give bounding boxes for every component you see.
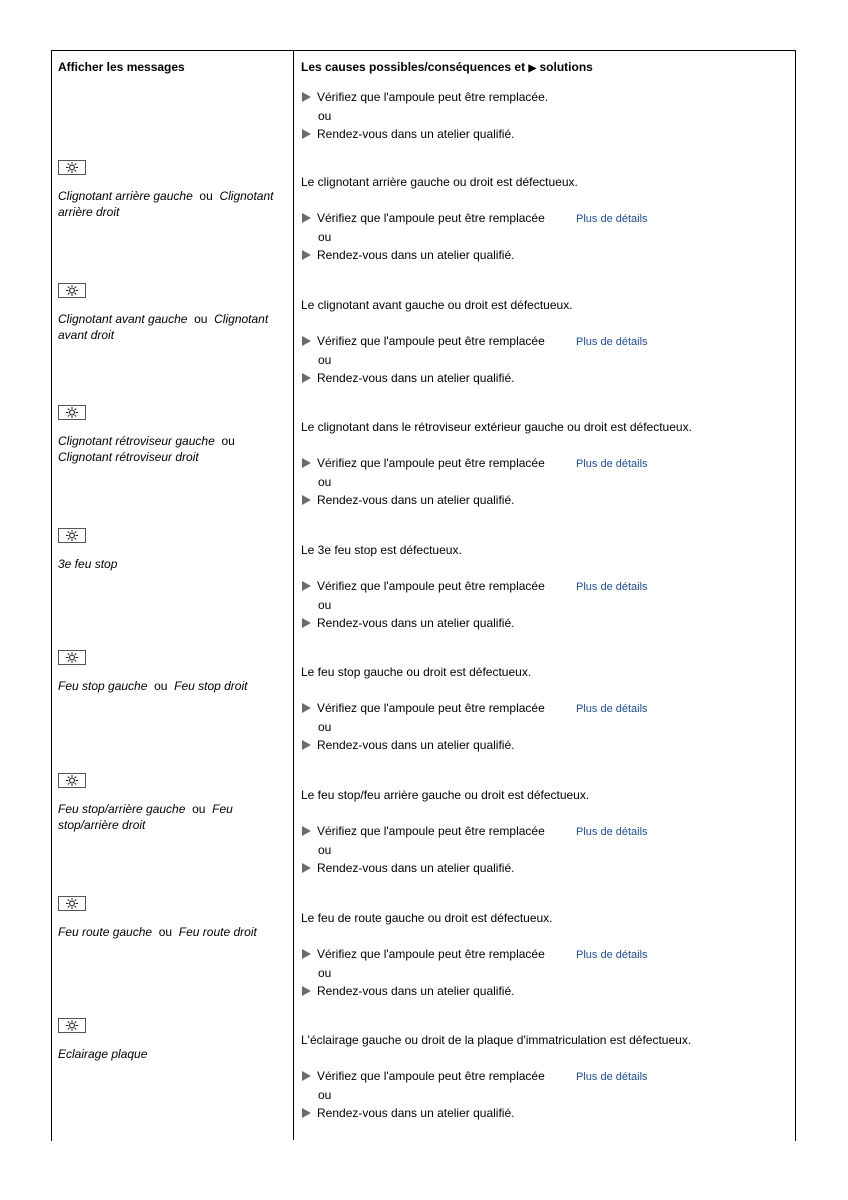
message-name-b: Feu stop droit	[174, 679, 248, 693]
solution-step-1	[302, 947, 545, 961]
step-arrow-icon	[302, 1108, 311, 1118]
step-arrow-icon	[302, 250, 311, 260]
step-arrow-icon	[302, 740, 311, 750]
step-arrow-icon	[302, 1071, 311, 1081]
message-name-separator: ou	[192, 802, 206, 816]
solution-step-1	[302, 824, 545, 838]
cause-text: Le feu stop/feu arrière gauche ou droit est défectueux.	[301, 788, 590, 802]
message-name-separator: ou	[199, 189, 213, 203]
step-arrow-icon	[302, 336, 311, 346]
solution-step-1	[302, 579, 545, 593]
message-name	[58, 924, 290, 940]
solution-step-2-text: Rendez-vous dans un atelier qualifié.	[317, 861, 515, 875]
solution-step-1-text: Vérifiez que l'ampoule peut être remplacée	[317, 579, 545, 593]
more-details-link[interactable]: Plus de détails	[576, 581, 648, 593]
cause-text: Le clignotant dans le rétroviseur extérieur gauche ou droit est défectueux.	[301, 420, 692, 434]
message-name-a: 3e feu stop	[58, 557, 118, 571]
solution-step-1-text: Vérifiez que l'ampoule peut être remplacée	[317, 456, 545, 470]
intro-or: ou	[318, 109, 332, 123]
message-name-b: Feu stop/arrière droit	[58, 802, 233, 832]
light-bulb-fault-icon	[58, 283, 86, 298]
cause-text: Le clignotant arrière gauche ou droit est défectueux.	[301, 175, 578, 189]
solution-or: ou	[318, 353, 332, 367]
light-bulb-fault-icon	[58, 160, 86, 175]
light-bulb-fault-icon	[58, 405, 86, 420]
column-header-causes	[301, 60, 593, 74]
message-name	[58, 188, 290, 220]
solution-step-1	[302, 1069, 545, 1083]
light-bulb-fault-icon	[58, 896, 86, 911]
solution-step-2-text: Rendez-vous dans un atelier qualifié.	[317, 616, 515, 630]
solution-step-2-text: Rendez-vous dans un atelier qualifié.	[317, 371, 515, 385]
step-arrow-icon	[302, 495, 311, 505]
message-name-separator: ou	[158, 925, 173, 939]
solution-step-2	[302, 493, 514, 507]
step-arrow-icon	[302, 373, 311, 383]
solution-or: ou	[318, 230, 332, 244]
light-bulb-fault-icon	[58, 528, 86, 543]
solution-step-2-text: Rendez-vous dans un atelier qualifié.	[317, 1106, 515, 1120]
solution-step-2	[302, 984, 514, 998]
solution-step-2-text: Rendez-vous dans un atelier qualifié.	[317, 984, 515, 998]
light-bulb-fault-icon	[58, 773, 86, 788]
cause-text: Le clignotant avant gauche ou droit est défectueux.	[301, 298, 573, 312]
solution-step-2	[302, 371, 514, 385]
solution-or: ou	[318, 843, 332, 857]
message-name-b: Clignotant rétroviseur droit	[58, 450, 199, 464]
message-name	[58, 801, 290, 833]
step-arrow-icon	[302, 826, 311, 836]
intro-step-1-text: Vérifiez que l'ampoule peut être remplacée.	[317, 90, 549, 104]
message-name	[58, 1046, 290, 1062]
step-arrow-icon	[302, 703, 311, 713]
cause-text: Le feu de route gauche ou droit est défectueux.	[301, 911, 553, 925]
solution-step-2-text: Rendez-vous dans un atelier qualifié.	[317, 248, 515, 262]
message-name-a: Feu route gauche	[58, 925, 153, 939]
solution-step-2	[302, 738, 514, 752]
cause-text: Le feu stop gauche ou droit est défectueux.	[301, 665, 532, 679]
message-name-a: Clignotant arrière gauche	[58, 189, 193, 203]
solution-step-2-text: Rendez-vous dans un atelier qualifié.	[317, 493, 515, 507]
step-arrow-icon	[302, 129, 311, 139]
message-name-a: Clignotant avant gauche	[58, 312, 188, 326]
solution-step-1-text: Vérifiez que l'ampoule peut être remplacée	[317, 947, 545, 961]
step-arrow-icon	[302, 986, 311, 996]
message-name-b: Clignotant avant droit	[58, 312, 269, 342]
solution-or: ou	[318, 966, 332, 980]
column-divider	[293, 50, 294, 1140]
column-header-messages: Afficher les messages	[58, 60, 185, 74]
solution-step-1	[302, 701, 545, 715]
message-name-a: Feu stop/arrière gauche	[58, 802, 186, 816]
solution-or: ou	[318, 720, 332, 734]
more-details-link[interactable]: Plus de détails	[576, 949, 648, 961]
cause-text: L'éclairage gauche ou droit de la plaque d'immatriculation est défectueux.	[301, 1033, 692, 1047]
solution-or: ou	[318, 1088, 332, 1102]
step-arrow-icon	[302, 949, 311, 959]
column-header-causes-text: Les causes possibles/conséquences et	[301, 60, 526, 74]
intro-step-2-text: Rendez-vous dans un atelier qualifié.	[317, 127, 515, 141]
message-name-separator: ou	[154, 679, 168, 693]
message-name-a: Eclairage plaque	[58, 1047, 148, 1061]
solution-step-1-text: Vérifiez que l'ampoule peut être remplacée	[317, 701, 545, 715]
solution-or: ou	[318, 598, 332, 612]
message-name-a: Clignotant rétroviseur gauche	[58, 434, 215, 448]
solution-step-2	[302, 861, 514, 875]
message-name-separator: ou	[194, 312, 208, 326]
light-bulb-fault-icon	[58, 1018, 86, 1033]
more-details-link[interactable]: Plus de détails	[576, 703, 648, 715]
step-arrow-icon	[302, 213, 311, 223]
solution-step-1-text: Vérifiez que l'ampoule peut être remplacée	[317, 824, 545, 838]
intro-step-2	[302, 127, 514, 141]
solution-step-2-text: Rendez-vous dans un atelier qualifié.	[317, 738, 515, 752]
solution-arrow-icon: ▶	[528, 63, 537, 74]
more-details-link[interactable]: Plus de détails	[576, 458, 648, 470]
more-details-link[interactable]: Plus de détails	[576, 826, 648, 838]
cause-text: Le 3e feu stop est défectueux.	[301, 543, 462, 557]
intro-step-1	[302, 90, 548, 104]
message-name	[58, 433, 290, 465]
step-arrow-icon	[302, 458, 311, 468]
solution-step-1-text: Vérifiez que l'ampoule peut être remplacée	[317, 211, 545, 225]
solution-step-1-text: Vérifiez que l'ampoule peut être remplacée	[317, 1069, 545, 1083]
more-details-link[interactable]: Plus de détails	[576, 213, 648, 225]
message-name	[58, 556, 290, 572]
message-name-b: Clignotant arrière droit	[58, 189, 274, 219]
message-name-b: Feu route droit	[178, 925, 257, 939]
message-name	[58, 311, 290, 343]
solution-or: ou	[318, 475, 332, 489]
solution-step-1	[302, 211, 545, 225]
step-arrow-icon	[302, 581, 311, 591]
solution-step-1	[302, 456, 545, 470]
step-arrow-icon	[302, 618, 311, 628]
more-details-link[interactable]: Plus de détails	[576, 336, 648, 348]
message-name-a: Feu stop gauche	[58, 679, 148, 693]
column-header-solutions-text: solutions	[539, 60, 593, 74]
solution-step-2	[302, 616, 514, 630]
message-name-separator: ou	[221, 434, 235, 448]
message-name	[58, 678, 290, 694]
more-details-link[interactable]: Plus de détails	[576, 1071, 648, 1083]
solution-step-2	[302, 1106, 514, 1120]
solution-step-1	[302, 334, 545, 348]
step-arrow-icon	[302, 863, 311, 873]
solution-step-1-text: Vérifiez que l'ampoule peut être remplacée	[317, 334, 545, 348]
solution-step-2	[302, 248, 514, 262]
light-bulb-fault-icon	[58, 650, 86, 665]
step-arrow-icon	[302, 92, 311, 102]
